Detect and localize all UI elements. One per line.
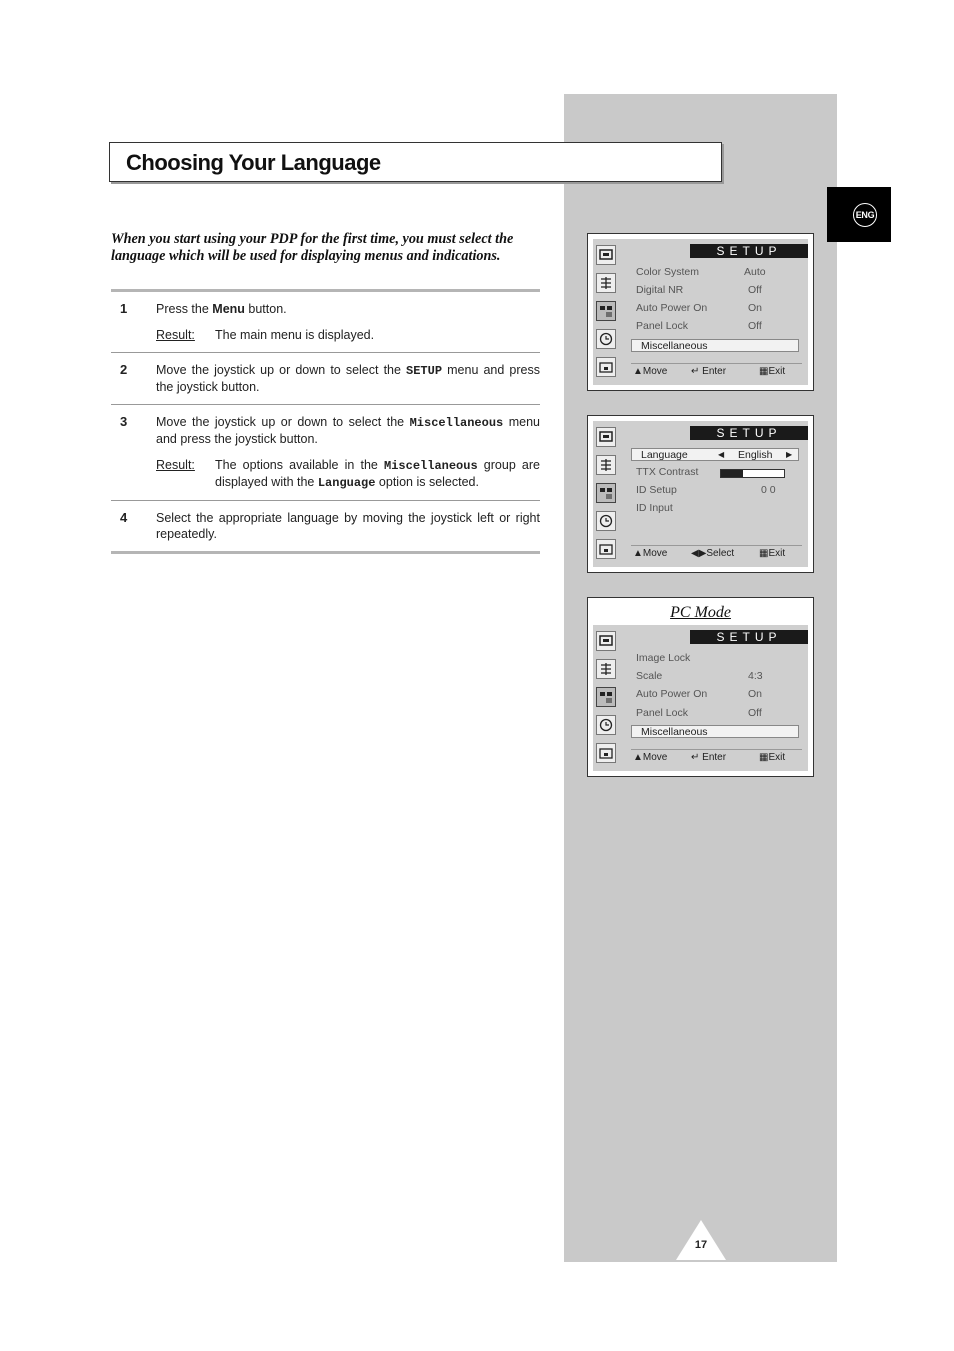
osd-footer bbox=[631, 363, 802, 382]
menu-item-label[interactable]: Auto Power On bbox=[636, 688, 708, 700]
menu-item-value: On bbox=[748, 302, 763, 314]
osd-footer bbox=[631, 749, 802, 768]
exit-hint: ▦Exit bbox=[759, 548, 786, 559]
arrow-left-icon[interactable]: ◀ bbox=[718, 450, 725, 459]
setup-icon bbox=[596, 483, 616, 503]
input-icon bbox=[596, 539, 616, 559]
step-number: 1 bbox=[120, 301, 128, 316]
title-box bbox=[109, 142, 722, 182]
menu-item-value: 0 0 bbox=[761, 484, 776, 496]
result-text: The options available in the Miscellaneous group are displayed with the Language option is selected. bbox=[215, 458, 540, 490]
menu-item-label[interactable]: Image Lock bbox=[636, 652, 691, 664]
input-icon bbox=[596, 743, 616, 763]
input-icon bbox=[596, 357, 616, 377]
picture-icon bbox=[596, 427, 616, 447]
ttx-contrast-bar[interactable] bbox=[720, 469, 785, 478]
sound-icon bbox=[596, 273, 616, 293]
menu-item-label[interactable]: Panel Lock bbox=[636, 707, 688, 719]
osd-icon-column bbox=[596, 245, 622, 385]
language-label: Language bbox=[641, 449, 688, 461]
select-hint: ◀▶Select bbox=[691, 548, 735, 559]
osd-icon-column bbox=[596, 631, 622, 771]
arrow-right-icon[interactable]: ▶ bbox=[786, 450, 793, 459]
steps-list bbox=[111, 289, 540, 554]
intro-text: When you start using your PDP for the first time, you must select the language which will be used for displaying menus and indications. bbox=[111, 231, 514, 264]
menu-item-value: Off bbox=[748, 284, 762, 296]
result-label: Result: bbox=[156, 458, 195, 472]
step-3 bbox=[111, 405, 540, 501]
clock-icon bbox=[596, 715, 616, 735]
sound-icon bbox=[596, 455, 616, 475]
osd-header: SETUP bbox=[690, 244, 808, 258]
osd-pc-mode-menu bbox=[587, 597, 814, 777]
menu-item-highlighted[interactable]: Miscellaneous bbox=[631, 725, 799, 738]
menu-item-label[interactable]: Scale bbox=[636, 670, 663, 682]
step-instruction: Move the joystick up or down to select the Miscellaneous menu and press the joystick button. bbox=[156, 415, 540, 446]
language-tab bbox=[827, 187, 891, 242]
exit-hint: ▦Exit bbox=[759, 752, 786, 763]
step-result bbox=[156, 327, 540, 343]
menu-item-value: 4:3 bbox=[748, 670, 763, 682]
step-result bbox=[156, 457, 540, 491]
osd-icon-column bbox=[596, 427, 622, 567]
enter-hint: ↵ Enter bbox=[691, 366, 727, 377]
menu-item-label[interactable]: ID Setup bbox=[636, 484, 677, 496]
menu-item-label[interactable]: Auto Power On bbox=[636, 302, 708, 314]
sound-icon bbox=[596, 659, 616, 679]
enter-hint: ↵ Enter bbox=[691, 752, 727, 763]
step-instruction: Press the Menu button. bbox=[156, 302, 287, 316]
menu-item-label[interactable]: ID Input bbox=[636, 502, 673, 514]
osd-setup-menu bbox=[587, 233, 814, 391]
step-number: 3 bbox=[120, 414, 128, 429]
menu-item-value: On bbox=[748, 688, 763, 700]
result-text: The main menu is displayed. bbox=[215, 328, 375, 342]
move-hint: ▲Move bbox=[633, 548, 668, 559]
osd-footer bbox=[631, 545, 802, 564]
clock-icon bbox=[596, 329, 616, 349]
language-value: English bbox=[738, 449, 773, 461]
menu-item-label[interactable]: Digital NR bbox=[636, 284, 684, 296]
setup-icon bbox=[596, 687, 616, 707]
picture-icon bbox=[596, 245, 616, 265]
step-number: 4 bbox=[120, 510, 128, 525]
step-number: 2 bbox=[120, 362, 128, 377]
menu-item-highlighted[interactable]: Miscellaneous bbox=[631, 339, 799, 352]
result-label: Result: bbox=[156, 328, 195, 342]
language-tab-label: ENG bbox=[853, 203, 877, 227]
step-2 bbox=[111, 353, 540, 405]
pc-mode-title: PC Mode bbox=[670, 604, 731, 621]
menu-item-value: Off bbox=[748, 707, 762, 719]
ttx-contrast-fill bbox=[721, 470, 743, 477]
menu-item-label[interactable]: Color System bbox=[636, 266, 700, 278]
move-hint: ▲︎Move bbox=[633, 366, 668, 377]
menu-item-value: Auto bbox=[744, 266, 766, 278]
exit-hint: ▦Exit bbox=[759, 366, 786, 377]
clock-icon bbox=[596, 511, 616, 531]
step-instruction: Select the appropriate language by moving the joystick left or right repeatedly. bbox=[156, 511, 540, 541]
move-hint: ▲Move bbox=[633, 752, 668, 763]
page-number: 17 bbox=[694, 1239, 708, 1251]
page-title: Choosing Your Language bbox=[126, 150, 381, 175]
menu-item-label[interactable]: Panel Lock bbox=[636, 320, 688, 332]
step-4 bbox=[111, 501, 540, 554]
setup-icon bbox=[596, 301, 616, 321]
step-instruction: Move the joystick up or down to select the SETUP menu and press the joystick button. bbox=[156, 363, 540, 394]
osd-miscellaneous-menu bbox=[587, 415, 814, 573]
step-1 bbox=[111, 292, 540, 353]
menu-item-value: Off bbox=[748, 320, 762, 332]
menu-item-language[interactable] bbox=[631, 448, 799, 461]
osd-header: SETUP bbox=[690, 630, 808, 644]
osd-header: SETUP bbox=[690, 426, 808, 440]
menu-item-label[interactable]: TTX Contrast bbox=[636, 466, 699, 478]
picture-icon bbox=[596, 631, 616, 651]
